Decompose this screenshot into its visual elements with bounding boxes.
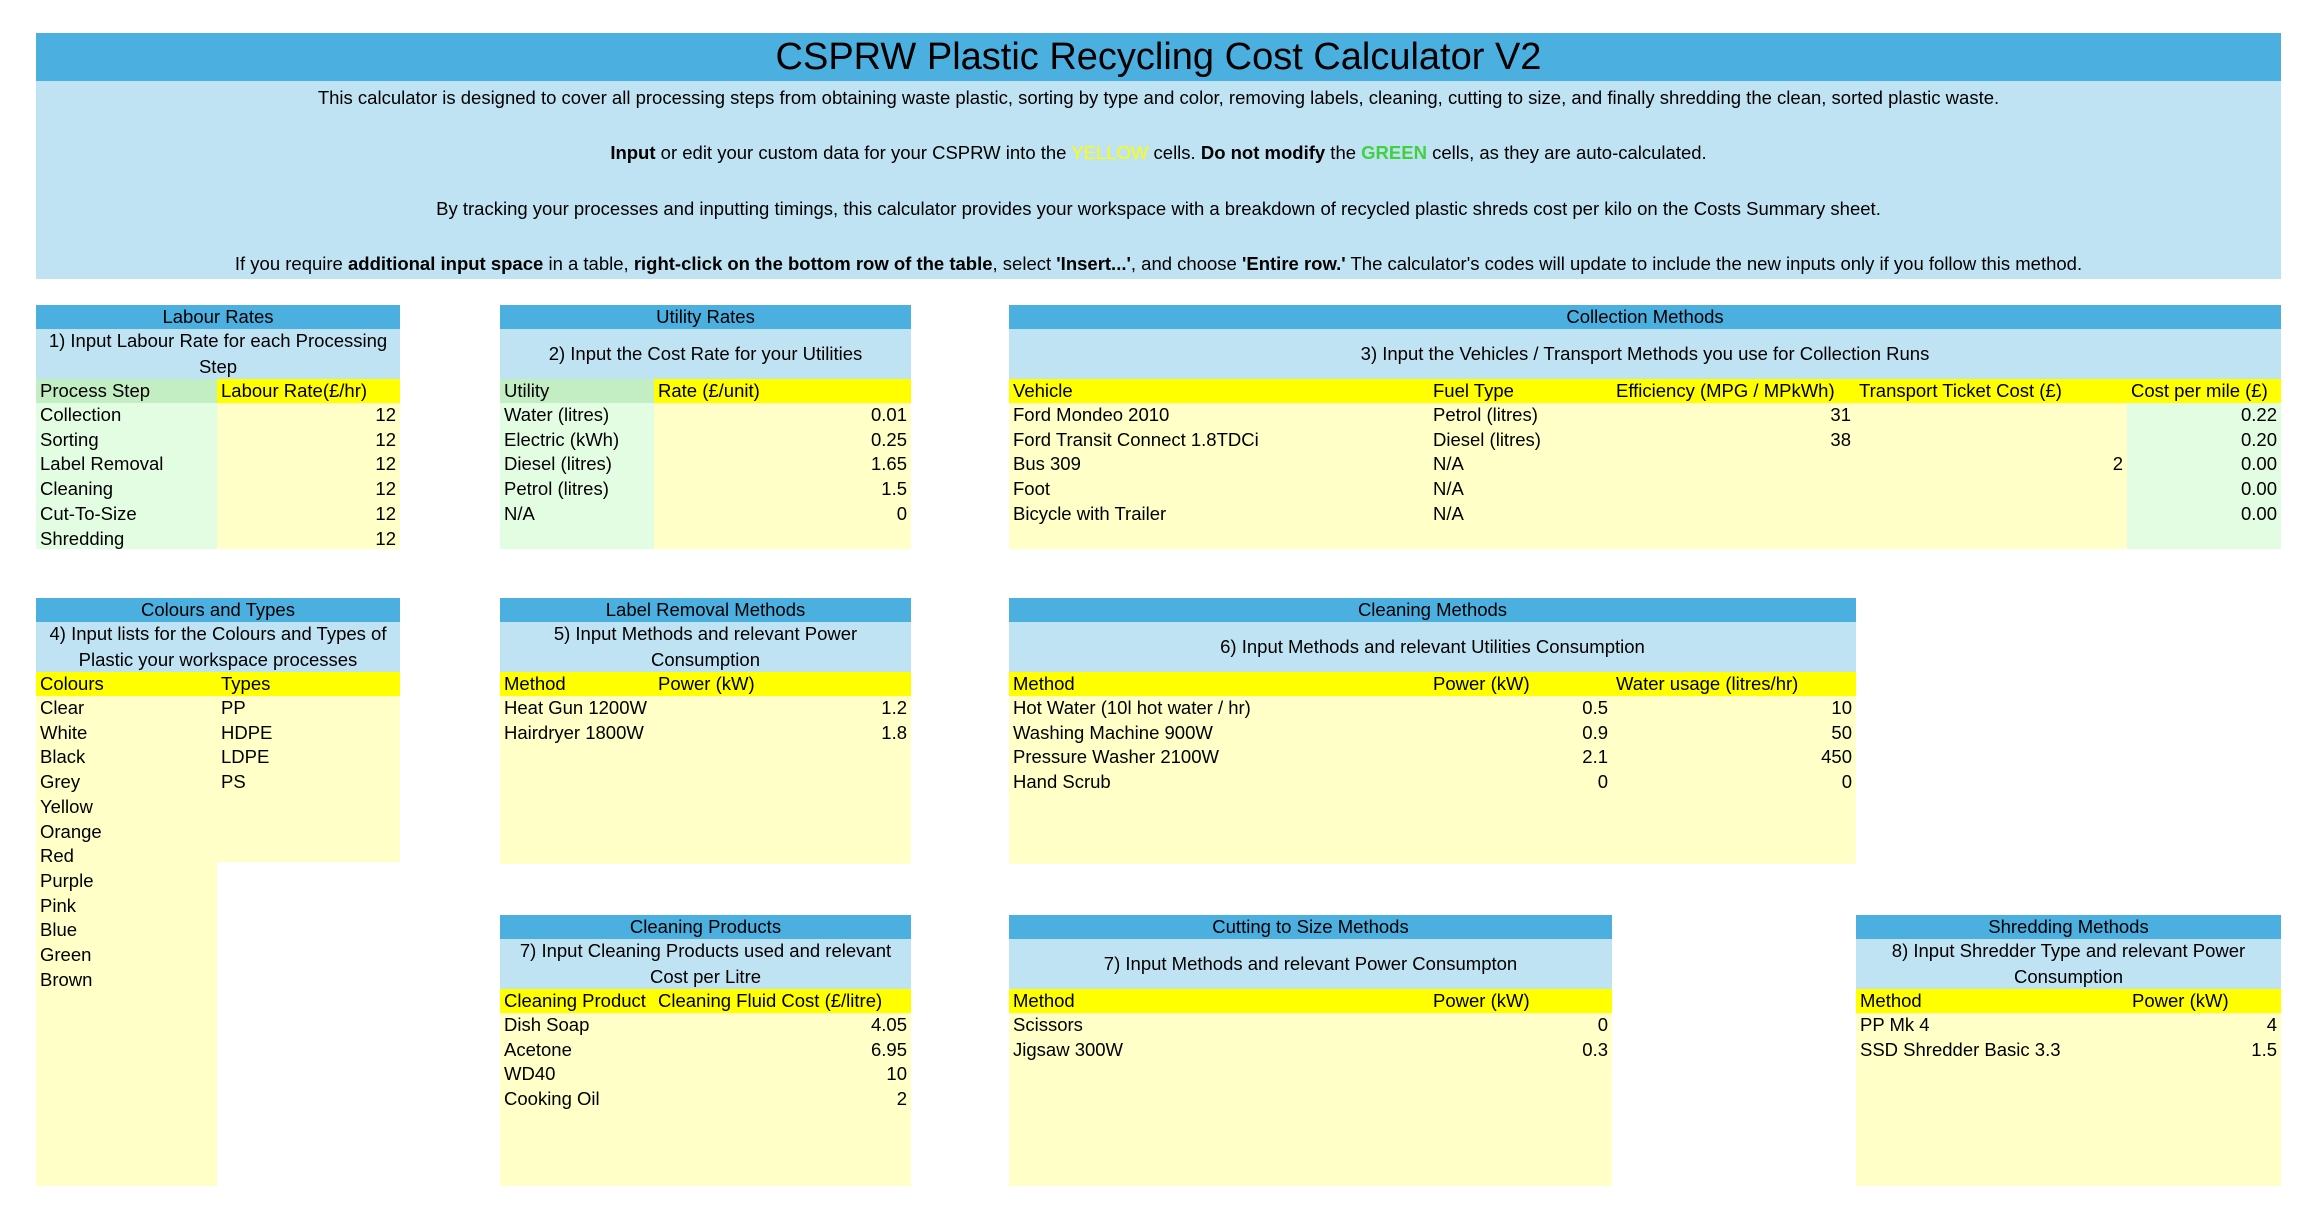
column-header: Cleaning Product <box>504 990 646 1011</box>
table-header: Cleaning Methods <box>1009 598 1856 622</box>
column-header-row <box>36 379 400 403</box>
colour-cell[interactable]: Orange <box>40 820 102 842</box>
column-header-row <box>1009 379 2281 403</box>
cutting-power-cell[interactable]: 0 <box>1597 1014 1608 1035</box>
cleaning-power-cell[interactable]: 0 <box>1597 771 1608 793</box>
column-header-row <box>36 672 400 696</box>
table-header: Colours and Types <box>36 598 400 622</box>
intro-input-word: Input <box>610 142 656 163</box>
shredder-power-cell[interactable]: 1.5 <box>2251 1038 2277 1060</box>
product-cost-cell[interactable]: 2 <box>896 1088 907 1110</box>
column-header: Water usage (litres/hr) <box>1616 673 1799 694</box>
column-header: Vehicle <box>1013 380 1073 401</box>
utility-name-cell[interactable]: Diesel (litres) <box>504 453 612 475</box>
fuel-type-cell[interactable]: N/A <box>1433 502 1464 524</box>
colour-cell[interactable]: Green <box>40 944 92 965</box>
colour-cell[interactable]: Black <box>40 746 86 768</box>
column-header: Power (kW) <box>658 673 755 694</box>
column-header: Rate (£/unit) <box>658 380 760 401</box>
utility-rate-cell[interactable]: 1.5 <box>881 478 907 500</box>
fuel-type-cell[interactable]: Petrol (litres) <box>1433 404 1538 425</box>
product-cost-cell[interactable]: 10 <box>886 1063 907 1085</box>
table-header: Label Removal Methods <box>500 598 911 622</box>
vehicle-cell[interactable]: Bus 309 <box>1013 453 1081 475</box>
cost-per-mile-cell[interactable]: 0.22 <box>2240 404 2277 425</box>
labour-rates-table <box>36 305 400 549</box>
labour-rate-cell[interactable]: 12 <box>375 453 396 475</box>
water-usage-cell[interactable]: 0 <box>1841 771 1852 793</box>
colour-cell[interactable]: Pink <box>40 894 76 916</box>
intro-text: the <box>1325 142 1362 163</box>
cutting-methods-table <box>1009 915 1612 1186</box>
column-header: Power (kW) <box>1433 673 1530 694</box>
table-header: Cutting to Size Methods <box>1009 915 1612 939</box>
label-method-cell[interactable]: Heat Gun 1200W <box>504 697 647 718</box>
type-cell[interactable]: PP <box>221 697 246 718</box>
column-header-row <box>1856 989 2281 1013</box>
subtitle-line: Step <box>198 356 238 377</box>
labour-rate-cell[interactable]: 12 <box>375 428 396 450</box>
shredding-methods-table <box>1856 915 2281 1186</box>
shredder-power-cell[interactable]: 4 <box>2266 1014 2277 1035</box>
column-header: Method <box>1013 990 1075 1011</box>
colour-cell[interactable]: Red <box>40 845 74 867</box>
column-header: Method <box>1860 990 1922 1011</box>
table-header: Shredding Methods <box>1856 915 2281 939</box>
label-method-cell[interactable]: Hairdryer 1800W <box>504 721 644 743</box>
column-header: Types <box>221 673 271 694</box>
column-header: Cost per mile (£) <box>2131 380 2268 401</box>
labour-rate-cell[interactable]: 12 <box>375 527 396 549</box>
vehicle-cell[interactable]: Bicycle with Trailer <box>1013 502 1167 524</box>
utility-name-cell[interactable]: N/A <box>504 502 535 524</box>
colour-cell[interactable]: Purple <box>40 869 94 891</box>
fuel-type-cell[interactable]: Diesel (litres) <box>1433 428 1541 450</box>
intro-bold: additional input space <box>348 253 544 274</box>
process-step-cell[interactable]: Shredding <box>40 527 125 549</box>
utility-name-cell[interactable]: Water (litres) <box>504 404 610 425</box>
product-name-cell[interactable]: Dish Soap <box>504 1014 590 1035</box>
column-header: Method <box>1013 673 1075 694</box>
cleaning-method-cell[interactable]: Washing Machine 900W <box>1013 721 1213 743</box>
column-header: Transport Ticket Cost (£) <box>1859 380 2062 401</box>
subtitle-line: 7) Input Cleaning Products used and relevant <box>519 940 892 961</box>
subtitle-line: 8) Input Shredder Type and relevant Power <box>1891 940 2246 961</box>
column-header-row <box>500 672 911 696</box>
utility-rate-cell[interactable]: 0.25 <box>870 428 907 450</box>
intro-bold: 'Entire row.' <box>1241 253 1346 274</box>
product-cost-cell[interactable]: 6.95 <box>870 1038 907 1060</box>
intro-text: , select <box>992 253 1057 274</box>
column-header: Cleaning Fluid Cost (£/litre) <box>658 990 883 1011</box>
subtitle-line: Consumption <box>2013 966 2123 987</box>
green-word: GREEN <box>1361 142 1427 163</box>
yellow-word: YELLOW <box>1071 142 1149 163</box>
cost-per-mile-cell[interactable]: 0.00 <box>2240 453 2277 475</box>
column-header: Power (kW) <box>2132 990 2229 1011</box>
utility-name-cell[interactable]: Petrol (litres) <box>504 478 609 500</box>
column-header: Efficiency (MPG / MPkWh) <box>1616 380 1835 401</box>
intro-text: , and choose <box>1130 253 1242 274</box>
cleaning-methods-table <box>1009 598 1856 864</box>
subtitle-line: Consumption <box>650 649 760 670</box>
cleaning-power-cell[interactable]: 0.5 <box>1582 697 1608 718</box>
shredder-method-cell[interactable]: SSD Shredder Basic 3.3 <box>1860 1038 2061 1060</box>
do-not-modify: Do not modify <box>1200 142 1326 163</box>
table-subtitle <box>500 622 911 672</box>
intro-line-1: This calculator is designed to cover all processing steps from obtaining waste plastic, sorting by type and color, removing labels, cleaning, cutting to size, and finally shredding the clean, sorted plastic waste. <box>317 87 2000 108</box>
ticket-cost-cell[interactable]: 2 <box>2112 453 2123 475</box>
label-power-cell[interactable]: 1.2 <box>881 697 907 718</box>
table-header: Collection Methods <box>1009 305 2281 329</box>
type-cell[interactable]: HDPE <box>221 721 273 743</box>
intro-panel <box>36 81 2281 279</box>
process-step-cell[interactable]: Label Removal <box>40 453 164 475</box>
utility-name-cell[interactable]: Electric (kWh) <box>504 428 620 450</box>
cost-per-mile-cell[interactable]: 0.00 <box>2240 502 2277 524</box>
process-step-cell[interactable]: Cut-To-Size <box>40 502 137 524</box>
utility-rate-cell[interactable]: 1.65 <box>870 453 907 475</box>
subtitle-line: 1) Input Labour Rate for each Processing <box>48 330 388 351</box>
table-subtitle: 7) Input Methods and relevant Power Consumpton <box>1009 939 1612 989</box>
table-header: Cleaning Products <box>500 915 911 939</box>
water-usage-cell[interactable]: 450 <box>1821 746 1852 768</box>
column-header: Power (kW) <box>1433 990 1530 1011</box>
vehicle-cell[interactable]: Ford Transit Connect 1.8TDCi <box>1013 428 1259 450</box>
column-header: Utility <box>500 379 654 403</box>
column-header: Labour Rate(£/hr) <box>221 380 368 401</box>
intro-line-3: By tracking your processes and inputting timings, this calculator provides your workspace with a breakdown of recycled plastic shreds cost per kilo on the Costs Summary sheet. <box>436 198 1881 219</box>
colour-cell[interactable]: White <box>40 721 88 743</box>
product-name-cell[interactable]: WD40 <box>504 1063 556 1085</box>
page-title: CSPRW Plastic Recycling Cost Calculator V2 <box>36 33 2281 81</box>
intro-text: The calculator's codes will update to include the new inputs only if you follow this method. <box>1345 253 2083 274</box>
process-step-cell[interactable]: Sorting <box>40 428 99 450</box>
column-header-row <box>500 379 911 403</box>
labour-rate-cell[interactable]: 12 <box>375 478 396 500</box>
column-header: Method <box>504 673 566 694</box>
colour-cell[interactable]: Clear <box>40 697 85 718</box>
table-subtitle: 3) Input the Vehicles / Transport Methods you use for Collection Runs <box>1009 329 2281 379</box>
subtitle-line: Plastic your workspace processes <box>78 649 358 670</box>
intro-text: cells. <box>1148 142 1201 163</box>
utility-rate-cell[interactable]: 0 <box>896 502 907 524</box>
column-header-row <box>500 989 911 1013</box>
product-cost-cell[interactable]: 4.05 <box>870 1014 907 1035</box>
table-subtitle <box>36 329 400 379</box>
efficiency-cell[interactable]: 31 <box>1830 404 1851 425</box>
intro-text: If you require <box>234 253 348 274</box>
vehicle-cell[interactable]: Ford Mondeo 2010 <box>1013 404 1170 425</box>
product-name-cell[interactable]: Acetone <box>504 1038 572 1060</box>
labour-rate-cell[interactable]: 12 <box>375 404 396 425</box>
label-removal-table <box>500 598 911 864</box>
process-step-cell[interactable]: Collection <box>40 404 122 425</box>
column-header: Process Step <box>36 379 217 403</box>
fuel-type-cell[interactable]: N/A <box>1433 478 1464 500</box>
cutting-method-cell[interactable]: Scissors <box>1013 1014 1083 1035</box>
column-header: Colours <box>40 673 104 694</box>
colours-types-table <box>36 598 400 1186</box>
product-name-cell[interactable]: Cooking Oil <box>504 1088 600 1110</box>
column-header-row <box>1009 989 1612 1013</box>
intro-text: in a table, <box>543 253 634 274</box>
cost-per-mile-cell[interactable]: 0.00 <box>2240 478 2277 500</box>
cost-per-mile-cell[interactable]: 0.20 <box>2240 428 2277 450</box>
table-subtitle: 2) Input the Cost Rate for your Utilities <box>500 329 911 379</box>
intro-line-4 <box>36 253 2281 275</box>
shredder-method-cell[interactable]: PP Mk 4 <box>1860 1014 1930 1035</box>
table-header: Utility Rates <box>500 305 911 329</box>
water-usage-cell[interactable]: 10 <box>1831 697 1852 718</box>
table-subtitle <box>36 622 400 672</box>
efficiency-cell[interactable]: 38 <box>1830 428 1851 450</box>
labour-rate-cell[interactable]: 12 <box>375 502 396 524</box>
type-cell[interactable]: LDPE <box>221 746 270 768</box>
colour-cell[interactable]: Blue <box>40 919 78 941</box>
vehicle-cell[interactable]: Foot <box>1013 478 1051 500</box>
type-cell[interactable]: PS <box>221 771 246 793</box>
subtitle-line: 5) Input Methods and relevant Power <box>553 623 858 644</box>
column-header-row <box>1009 672 1856 696</box>
colour-cell[interactable]: Grey <box>40 771 81 793</box>
table-subtitle: 6) Input Methods and relevant Utilities Consumption <box>1009 622 1856 672</box>
cleaning-method-cell[interactable]: Hand Scrub <box>1013 771 1111 793</box>
column-header: Fuel Type <box>1433 380 1514 401</box>
cleaning-method-cell[interactable]: Pressure Washer 2100W <box>1013 746 1219 768</box>
collection-methods-table <box>1009 305 2281 549</box>
colour-cell[interactable]: Yellow <box>40 795 93 817</box>
fuel-type-cell[interactable]: N/A <box>1433 453 1464 475</box>
intro-line-2 <box>36 142 2281 164</box>
cleaning-power-cell[interactable]: 2.1 <box>1582 746 1608 768</box>
cutting-method-cell[interactable]: Jigsaw 300W <box>1013 1038 1124 1060</box>
intro-bold: 'Insert...' <box>1056 253 1131 274</box>
intro-bold: right-click on the bottom row of the table <box>633 253 993 274</box>
utility-rate-cell[interactable]: 0.01 <box>870 404 907 425</box>
subtitle-line: Cost per Litre <box>649 966 762 987</box>
table-subtitle <box>500 939 911 989</box>
cleaning-power-cell[interactable]: 0.9 <box>1582 721 1608 743</box>
water-usage-cell[interactable]: 50 <box>1831 721 1852 743</box>
cleaning-products-table <box>500 915 911 1186</box>
cutting-power-cell[interactable]: 0.3 <box>1582 1038 1608 1060</box>
utility-rates-table <box>500 305 911 549</box>
process-step-cell[interactable]: Cleaning <box>40 478 114 500</box>
intro-text: cells, as they are auto-calculated. <box>1426 142 1707 163</box>
subtitle-line: 4) Input lists for the Colours and Types of <box>49 623 387 644</box>
colour-cell[interactable]: Brown <box>40 968 93 990</box>
intro-text: or edit your custom data for your CSPRW into the <box>655 142 1072 163</box>
table-header: Labour Rates <box>36 305 400 329</box>
label-power-cell[interactable]: 1.8 <box>881 721 907 743</box>
table-subtitle <box>1856 939 2281 989</box>
cleaning-method-cell[interactable]: Hot Water (10l hot water / hr) <box>1013 697 1251 718</box>
